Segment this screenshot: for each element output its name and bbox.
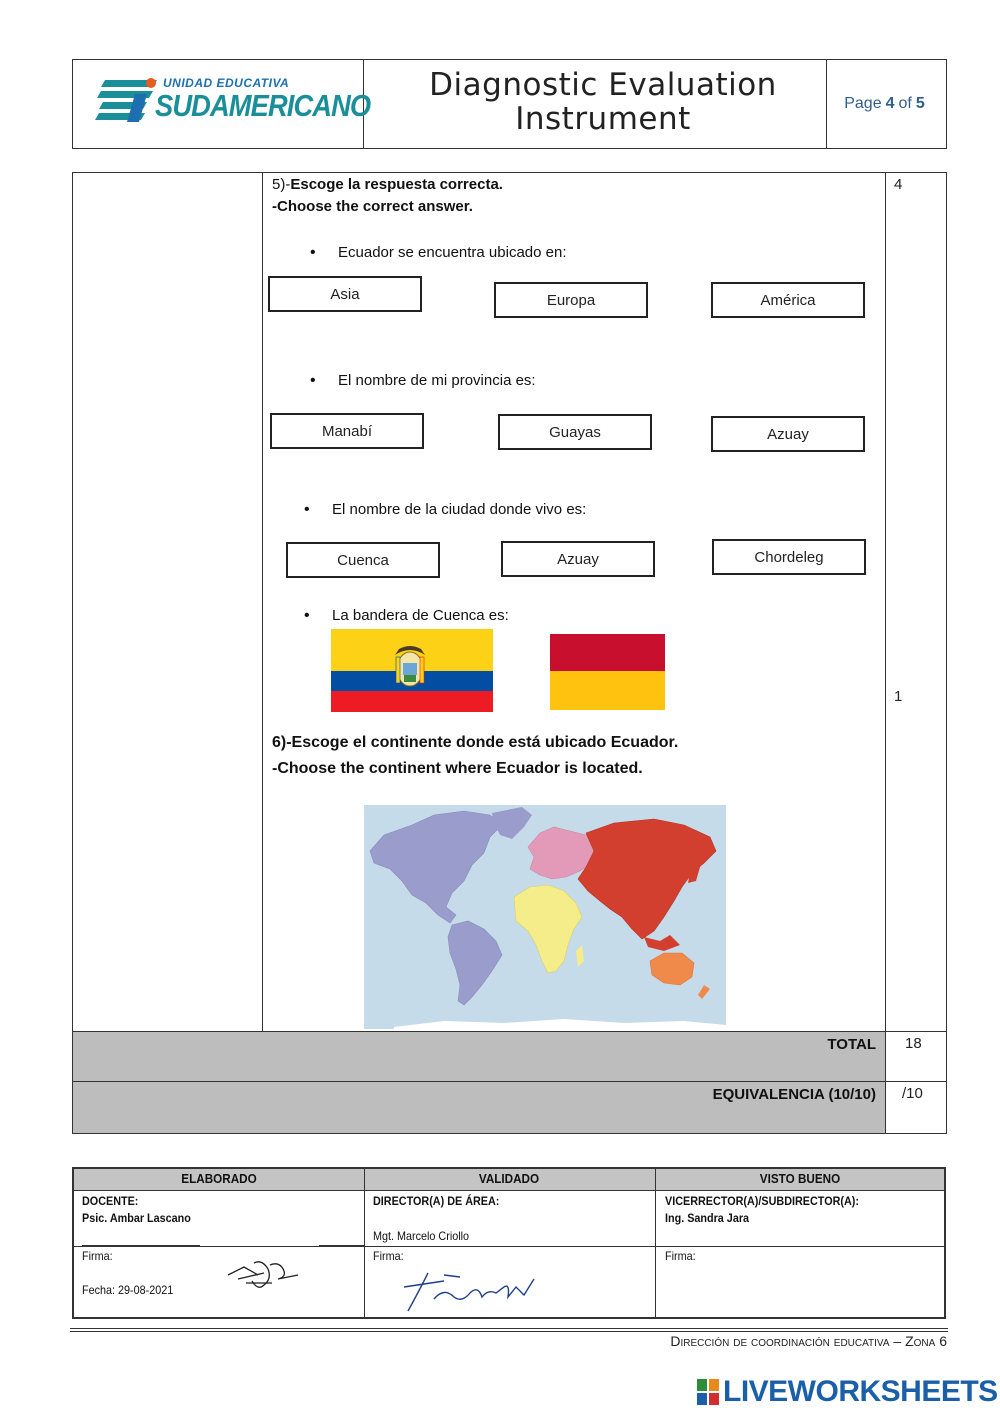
docente-name: Psic. Ambar Lascano [82, 1211, 191, 1225]
liveworksheets-brand[interactable] [697, 1375, 997, 1411]
vice-name: Ing. Sandra Jara [665, 1211, 750, 1225]
total-value: 18 [905, 1035, 922, 1052]
director-label: DIRECTOR(A) DE ÁREA: [373, 1194, 500, 1208]
q5-title-es: Escoge la respuesta correcta. [290, 176, 503, 193]
flag-cuenca[interactable] [550, 634, 665, 710]
title-line-1: Diagnostic Evaluation [429, 67, 777, 103]
col-elaborado: ELABORADO [181, 1171, 257, 1186]
department-footer: Dirección de coordinación educativa – Zona 6 [670, 1333, 947, 1349]
title-line-2: Instrument [515, 101, 691, 137]
logo-name: SUDAMERICANO [155, 88, 371, 123]
docente-label: DOCENTE: [82, 1194, 139, 1208]
total-label: TOTAL [827, 1036, 876, 1053]
option-azuay-city[interactable]: Azuay [501, 541, 655, 577]
option-europa[interactable]: Europa [494, 282, 648, 318]
page-total: 5 [915, 95, 925, 112]
q5-heading [272, 174, 503, 196]
school-logo [95, 74, 371, 130]
option-asia[interactable]: Asia [268, 276, 422, 312]
page-number [826, 60, 947, 148]
logo-subtitle: UNIDAD EDUCATIVA [163, 76, 290, 90]
world-map [364, 805, 726, 1029]
equivalence-label: EQUIVALENCIA (10/10) [712, 1086, 876, 1103]
option-chordeleg[interactable]: Chordeleg [712, 539, 866, 575]
liveworksheets-logo-icon [697, 1379, 721, 1407]
page-sep: of [898, 95, 912, 112]
questions-table [72, 172, 947, 1134]
firma-1: Firma: [82, 1249, 113, 1263]
equivalence-value: /10 [902, 1085, 923, 1102]
director-name: Mgt. Marcelo Criollo [373, 1229, 470, 1243]
page-title [383, 68, 823, 136]
page-current: 4 [885, 95, 895, 112]
q6-title-en: -Choose the continent where Ecuador is located. [272, 760, 643, 777]
q6-score: 1 [894, 688, 903, 705]
option-america[interactable]: América [711, 282, 865, 318]
option-guayas[interactable]: Guayas [498, 414, 652, 450]
liveworksheets-text: LIVEWORKSHEETS [723, 1375, 998, 1408]
page-prefix: Page [844, 95, 882, 112]
firma-3: Firma: [665, 1249, 696, 1263]
flag-ecuador[interactable] [331, 629, 493, 712]
option-azuay-province[interactable]: Azuay [711, 416, 865, 452]
q5-number: 5)- [272, 176, 291, 193]
signature-director [384, 1269, 554, 1315]
option-cuenca[interactable]: Cuenca [286, 542, 440, 578]
document-header [72, 59, 947, 149]
q6-title-es: 6)-Escoge el continente donde está ubicado Ecuador. [272, 734, 679, 751]
q5-item3-prompt: • El nombre de la ciudad donde vivo es: [332, 501, 586, 518]
col-visto-bueno: VISTO BUENO [759, 1171, 841, 1186]
signature-docente [224, 1255, 304, 1295]
fecha: Fecha: 29-08-2021 [82, 1283, 174, 1297]
signature-table [72, 1167, 946, 1319]
firma-2: Firma: [373, 1249, 404, 1263]
q5-item1-prompt: • Ecuador se encuentra ubicado en: [338, 244, 567, 261]
vice-label: VICERRECTOR(A)/SUBDIRECTOR(A): [665, 1194, 860, 1208]
q5-score: 4 [894, 176, 903, 193]
q5-item2-prompt: • El nombre de mi provincia es: [338, 372, 536, 389]
q5-title-en: -Choose the correct answer. [272, 198, 473, 215]
col-validado: VALIDADO [478, 1171, 540, 1186]
logo-stripes-icon [95, 74, 159, 128]
q5-item4-prompt: • La bandera de Cuenca es: [332, 607, 509, 624]
option-manabi[interactable]: Manabí [270, 413, 424, 449]
